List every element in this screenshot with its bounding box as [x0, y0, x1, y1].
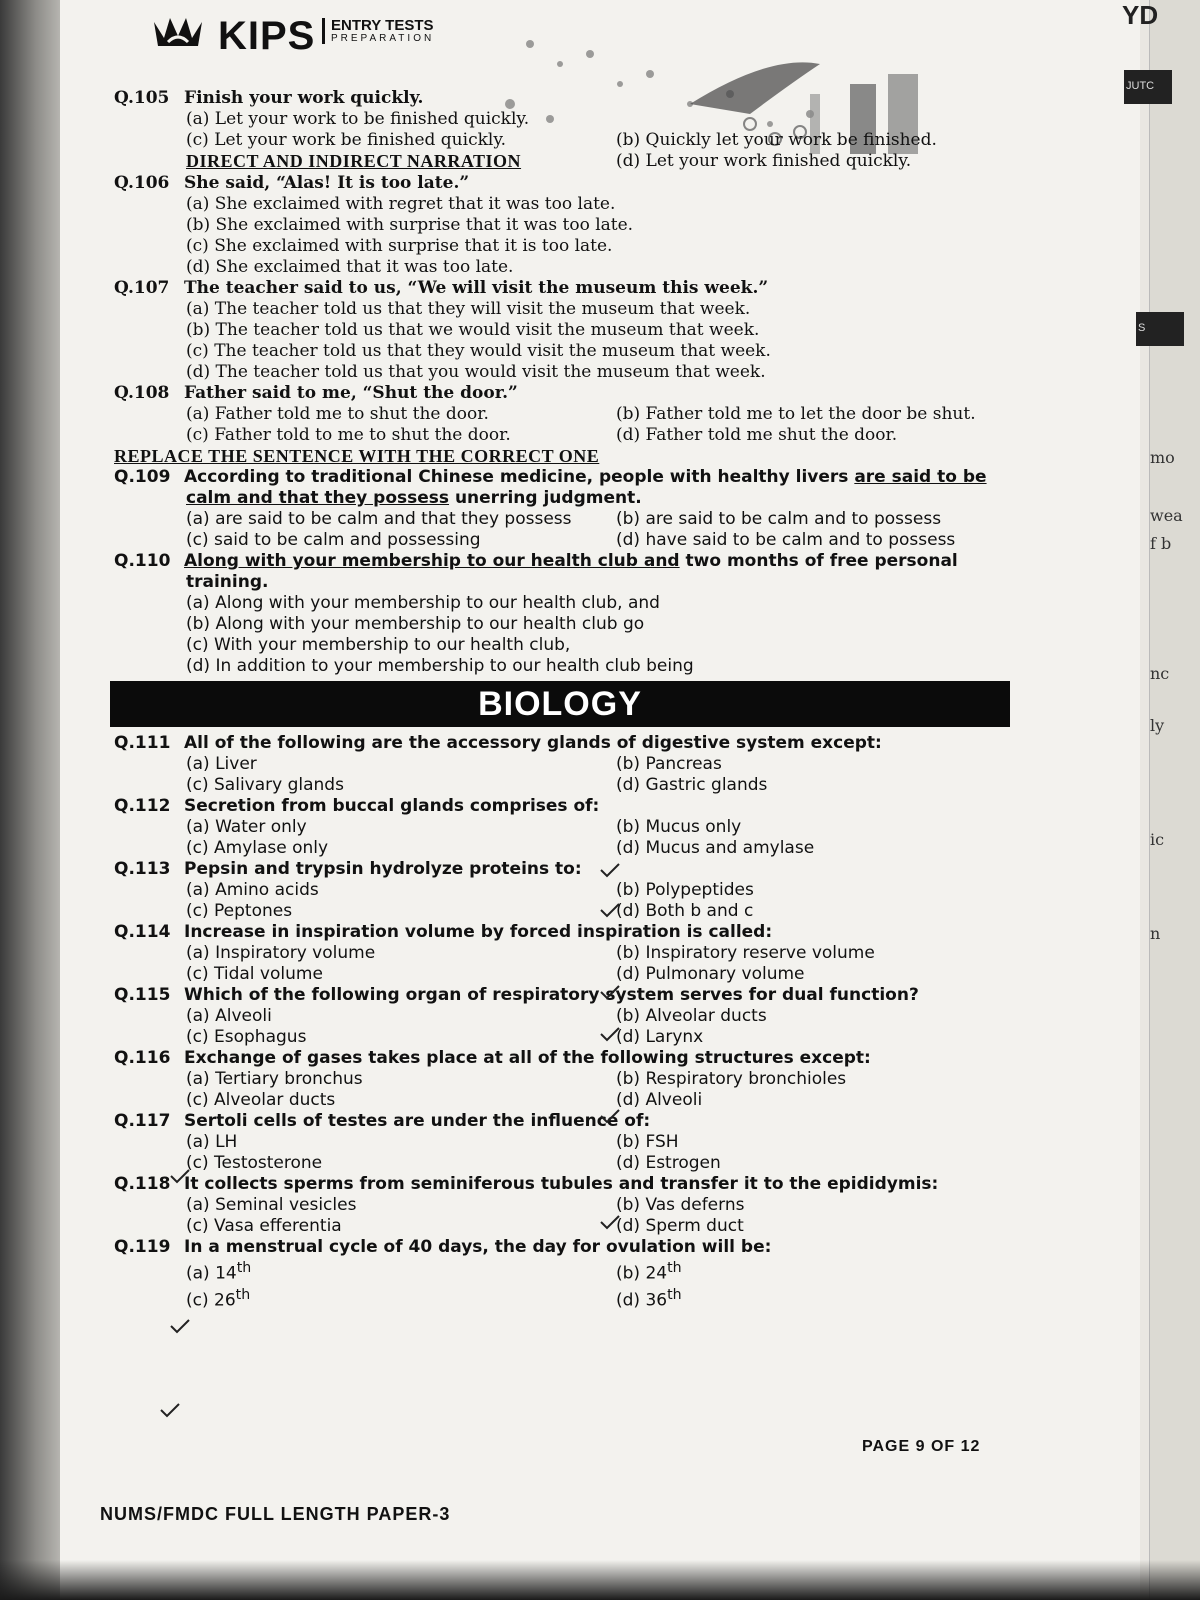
- question-text: Father said to me, “Shut the door.”: [184, 383, 518, 403]
- adjacent-page-strip: [1149, 0, 1200, 1600]
- option: (d) She exclaimed that it was too late.: [186, 257, 514, 277]
- paper-title: NUMS/FMDC FULL LENGTH PAPER-3: [100, 1504, 451, 1524]
- option: (d) Estrogen: [616, 1153, 721, 1173]
- underlined-phrase: calm and that they possess: [186, 488, 450, 508]
- margin-word: nc: [1150, 664, 1170, 683]
- option: (d) The teacher told us that you would visit the museum that week.: [186, 362, 766, 382]
- section-heading: DIRECT AND INDIRECT NARRATION: [186, 151, 522, 171]
- option: (a) Seminal vesicles: [186, 1195, 357, 1215]
- question-text: According to traditional Chinese medicine, people with healthy livers: [184, 467, 855, 487]
- option: (d) Sperm duct: [616, 1216, 744, 1236]
- question-text: Exchange of gases takes place at all of the following structures except:: [184, 1048, 871, 1068]
- question-text: training.: [186, 572, 269, 592]
- option: (b) FSH: [616, 1132, 679, 1152]
- margin-word: ic: [1150, 830, 1165, 849]
- question-text: The teacher said to us, “We will visit the museum this week.”: [184, 278, 769, 298]
- option: (b) 24: [616, 1263, 668, 1284]
- option: (a) Father told me to shut the door.: [186, 404, 489, 424]
- option: (a) Along with your membership to our health club, and: [186, 593, 660, 613]
- option: (a) Amino acids: [186, 880, 319, 900]
- question-number: Q.117: [114, 1111, 171, 1131]
- option: (b) Along with your membership to our health club go: [186, 614, 645, 634]
- underlined-phrase: are said to be: [854, 467, 987, 487]
- handwritten-tick-icon: [600, 984, 620, 1000]
- question-number: Q.116: [114, 1048, 171, 1068]
- option: (c) said to be calm and possessing: [186, 530, 481, 550]
- option: (a) Tertiary bronchus: [186, 1069, 363, 1089]
- question-text: Increase in inspiration volume by forced inspiration is called:: [184, 922, 773, 942]
- option: (c) Tidal volume: [186, 964, 323, 984]
- option: (a) The teacher told us that they will visit the museum that week.: [186, 299, 751, 319]
- option: (a) Liver: [186, 754, 257, 774]
- option-suffix: th: [236, 1260, 252, 1276]
- question-number: Q.112: [114, 796, 171, 816]
- question-text: All of the following are the accessory glands of digestive system except:: [184, 733, 882, 753]
- margin-word: ly: [1150, 716, 1165, 735]
- option: (d) Father told me shut the door.: [616, 425, 898, 445]
- question-number: Q.109: [114, 467, 171, 487]
- margin-word: f b: [1150, 534, 1172, 553]
- option: (a) Let your work to be finished quickly.: [186, 109, 530, 129]
- option: (a) Alveoli: [186, 1006, 272, 1026]
- margin-word: wea: [1150, 506, 1183, 525]
- option: (a) Inspiratory volume: [186, 943, 376, 963]
- handwritten-tick-icon: [600, 862, 620, 878]
- question-number: Q.113: [114, 859, 171, 879]
- question-text: unerring judgment.: [449, 488, 642, 508]
- option: (c) Father told to me to shut the door.: [186, 425, 511, 445]
- option: (c) Salivary glands: [186, 775, 344, 795]
- option: (c) 26: [186, 1290, 236, 1311]
- option-suffix: th: [667, 1260, 682, 1276]
- crown-logo-icon: [150, 12, 206, 52]
- option: (d) 36: [616, 1290, 668, 1311]
- option-suffix: th: [667, 1286, 682, 1303]
- option: (c) Alveolar ducts: [186, 1090, 336, 1110]
- option: (c) The teacher told us that they would visit the museum that week.: [186, 341, 771, 361]
- question-number: Q.108: [114, 383, 170, 403]
- margin-tab-1: JUTC: [1124, 70, 1172, 104]
- option: (d) Both b and c: [616, 901, 754, 921]
- option: (b) Mucus only: [616, 817, 742, 837]
- option: (b) She exclaimed with surprise that it was too late.: [186, 215, 634, 235]
- question-number: Q.107: [114, 278, 170, 298]
- question-number: Q.115: [114, 985, 171, 1005]
- option: (b) Polypeptides: [616, 880, 754, 900]
- option: (d) Gastric glands: [616, 775, 768, 795]
- brand-sub-line1: ENTRY TESTS: [331, 17, 434, 34]
- question-text: She said, “Alas! It is too late.”: [184, 173, 470, 193]
- question-number: Q.110: [114, 551, 171, 571]
- option: (b) Respiratory bronchioles: [616, 1069, 847, 1089]
- question-text: In a menstrual cycle of 40 days, the day for ovulation will be:: [184, 1237, 772, 1257]
- option: (d) have said to be calm and to possess: [616, 530, 956, 550]
- option: (b) are said to be calm and to possess: [616, 509, 942, 529]
- underlined-phrase: Along with your membership to our health club and: [184, 551, 680, 571]
- option: (a) 14: [186, 1263, 237, 1284]
- question-text: Secretion from buccal glands comprises of:: [184, 796, 600, 816]
- option: (c) Testosterone: [186, 1153, 323, 1173]
- option: (d) Mucus and amylase: [616, 838, 815, 858]
- option: (b) Inspiratory reserve volume: [616, 943, 875, 963]
- section-heading: REPLACE THE SENTENCE WITH THE CORRECT ONE: [114, 446, 600, 466]
- option: (d) Pulmonary volume: [616, 964, 805, 984]
- handwritten-tick-icon: [600, 1214, 620, 1230]
- question-content: [114, 88, 1014, 1311]
- margin-word: mo: [1150, 448, 1175, 467]
- handwritten-tick-icon: [600, 1108, 620, 1124]
- question-text: Pepsin and trypsin hydrolyze proteins to:: [184, 859, 582, 879]
- option: (c) Amylase only: [186, 838, 329, 858]
- option: (c) With your membership to our health club,: [186, 635, 571, 655]
- option: (c) She exclaimed with surprise that it is too late.: [186, 236, 613, 256]
- option: (c) Vasa efferentia: [186, 1216, 342, 1236]
- question-number: Q.106: [114, 173, 170, 193]
- brand-sub-line2: PREPARATION: [331, 32, 435, 44]
- option-suffix: th: [235, 1286, 251, 1303]
- question-number: Q.111: [114, 733, 171, 753]
- option: (a) are said to be calm and that they possess: [186, 509, 572, 529]
- option: (d) Alveoli: [616, 1090, 703, 1110]
- option: (b) Pancreas: [616, 754, 722, 774]
- question-text: Sertoli cells of testes are under the influence of:: [184, 1111, 651, 1131]
- handwritten-tick-icon: [170, 1318, 190, 1334]
- brand-subtitle: [322, 18, 434, 44]
- page-number: PAGE 9 OF 12: [862, 1438, 981, 1455]
- brand-name: KIPS: [218, 14, 316, 58]
- margin-corner-text: YD: [1122, 0, 1159, 30]
- question-text: Finish your work quickly.: [184, 88, 424, 108]
- option: (a) Water only: [186, 817, 307, 837]
- handwritten-tick-icon: [170, 1168, 190, 1184]
- handwritten-tick-icon: [600, 1026, 620, 1042]
- option: (b) Alveolar ducts: [616, 1006, 767, 1026]
- handwritten-tick-icon: [160, 1402, 180, 1418]
- margin-word: n: [1150, 924, 1161, 943]
- option: (c) Let your work be finished quickly.: [186, 130, 507, 150]
- option: (d) Larynx: [616, 1027, 704, 1047]
- option: (a) LH: [186, 1132, 238, 1152]
- margin-tab-2: S: [1136, 312, 1184, 346]
- option: (c) Esophagus: [186, 1027, 307, 1047]
- section-banner-biology: BIOLOGY: [110, 681, 1010, 727]
- question-text: Which of the following organ of respiratory system serves for dual function?: [184, 985, 919, 1005]
- option: (c) Peptones: [186, 901, 293, 921]
- option: (b) The teacher told us that we would visit the museum that week.: [186, 320, 760, 340]
- page-shadow-bottom: [0, 1560, 1200, 1600]
- option: (b) Father told me to let the door be shut.: [616, 404, 976, 424]
- option: (a) She exclaimed with regret that it was too late.: [186, 194, 616, 214]
- option: (d) In addition to your membership to our health club being: [186, 656, 694, 676]
- question-number: Q.105: [114, 88, 170, 108]
- question-number: Q.114: [114, 922, 171, 942]
- option: (d) Let your work finished quickly.: [616, 151, 912, 171]
- option: (b) Quickly let your work be finished.: [616, 130, 937, 150]
- question-number: Q.118: [114, 1174, 171, 1194]
- question-text: It collects sperms from seminiferous tubules and transfer it to the epididymis:: [184, 1174, 939, 1194]
- question-text: two months of free personal: [679, 551, 958, 571]
- handwritten-tick-icon: [600, 902, 620, 918]
- question-number: Q.119: [114, 1237, 171, 1257]
- option: (b) Vas deferns: [616, 1195, 745, 1215]
